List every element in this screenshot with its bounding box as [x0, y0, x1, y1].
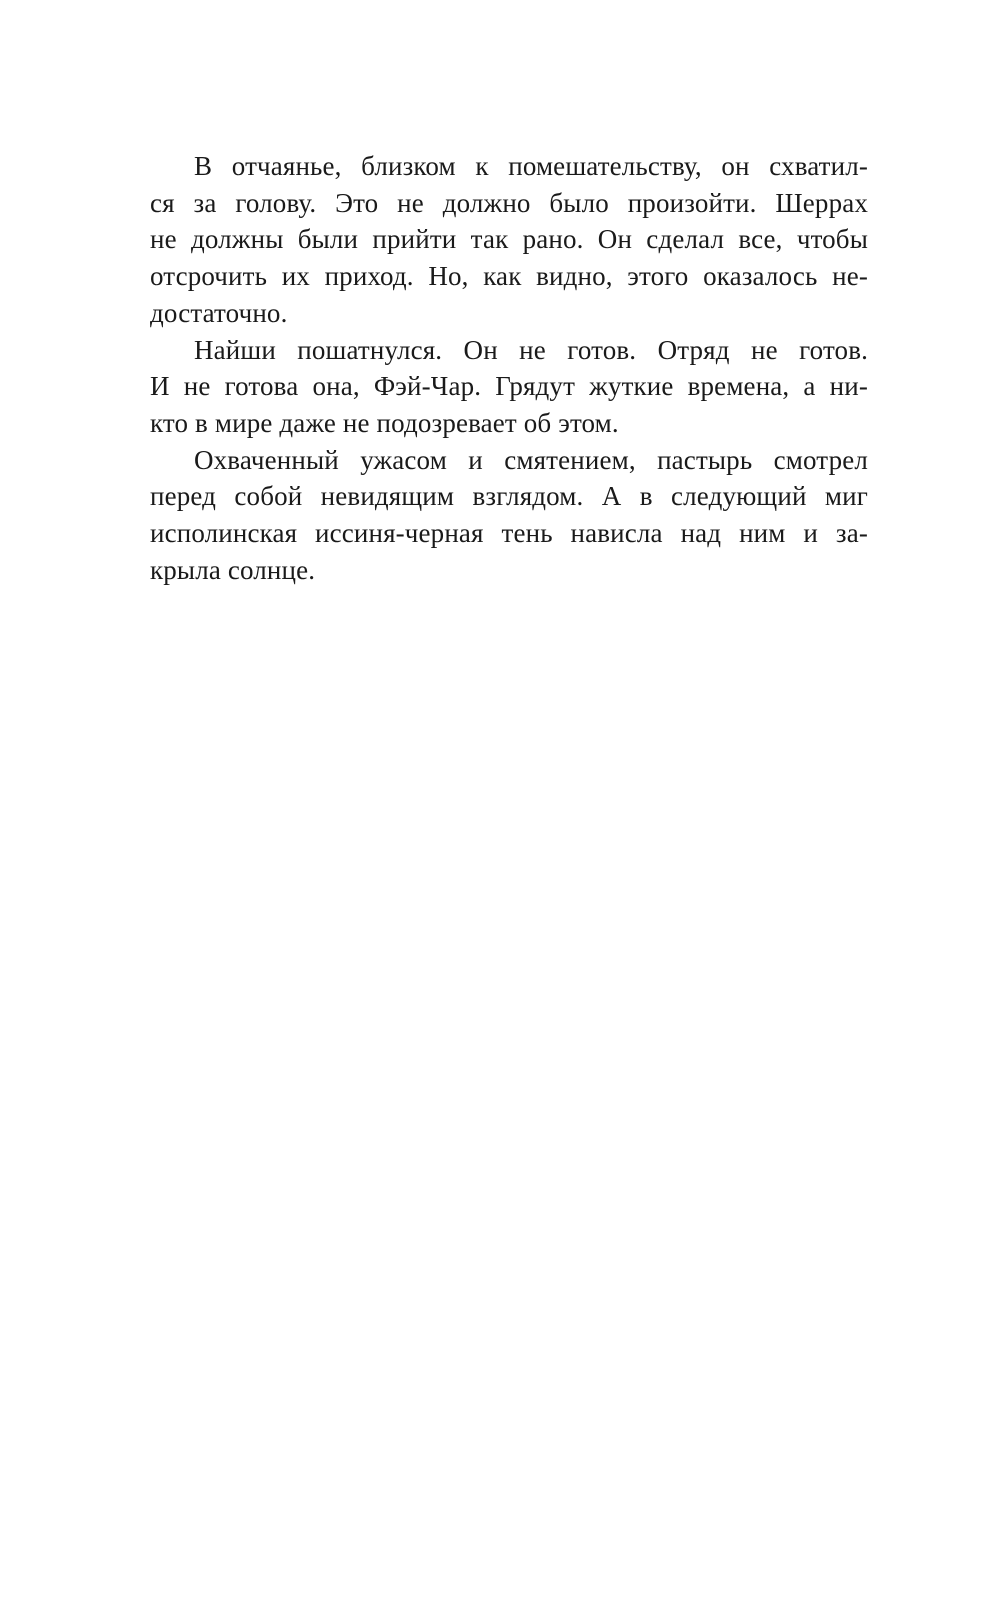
text-line: перед собой невидящим взглядом. А в следующий миг: [150, 481, 868, 512]
text-line: отсрочить их приход. Но, как видно, этого оказалось не-: [150, 261, 868, 292]
page-text-block: [150, 148, 868, 588]
paragraph-3: [150, 442, 868, 589]
text-line: ся за голову. Это не должно было произойти. Шеррах: [150, 187, 868, 218]
text-line: И не готова она, Фэй-Чар. Грядут жуткие времена, а ни-: [150, 371, 868, 402]
text-line: достаточно.: [150, 297, 288, 328]
paragraph-1: [150, 148, 868, 332]
text-line: Охваченный ужасом и смятением, пастырь смотрел: [194, 444, 868, 475]
text-line: кто в мире даже не подозревает об этом.: [150, 407, 619, 438]
paragraph-2: [150, 332, 868, 442]
text-line: крыла солнце.: [150, 554, 316, 585]
text-line: исполинская иссиня-черная тень нависла над ним и за-: [150, 518, 868, 549]
text-line: В отчаянье, близком к помешательству, он схватил-: [194, 151, 868, 181]
text-line: не должны были прийти так рано. Он сделал все, чтобы: [150, 224, 868, 255]
text-line: Найши пошатнулся. Он не готов. Отряд не готов.: [194, 334, 868, 365]
